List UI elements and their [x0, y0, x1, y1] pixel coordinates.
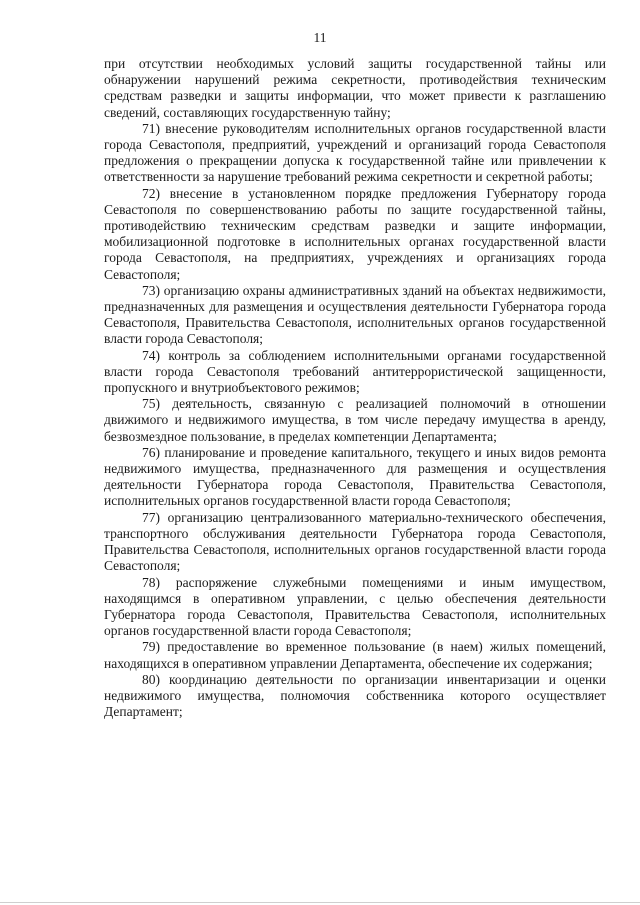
page-number: 11: [313, 30, 327, 45]
paragraph-item-78: 78) распоряжение служебными помещениями и иным имуществом, находящимся в оперативном управлении, с целью обеспечения деятельности Губернатора города Севастополя, Правительства Севастополя, исполнительных органов государственной власти города Севастополя;: [104, 574, 606, 639]
document-body: [104, 56, 606, 720]
paragraph-item-74: 74) контроль за соблюдением исполнительными органами государственной власти города Севастополя требований антитеррористической защищенности, пропускного и внутриобъектового режимов;: [104, 347, 606, 396]
paragraph-item-71: 71) внесение руководителям исполнительных органов государственной власти города Севастополя, предприятий, учреждений и организаций города Севастополя предложения о прекращении допуска к государственной тайне или привлечении к ответственности за нарушение требований режима секретности и секретной работы;: [104, 120, 606, 185]
paragraph-item-73: 73) организацию охраны административных зданий на объектах недвижимости, предназначенных для размещения и осуществления деятельности Губернатора города Севастополя, Правительства Севастополя, исполнительных органов государственной власти города Севастополя;: [104, 282, 606, 347]
page-bottom-edge: [0, 902, 640, 903]
paragraph-item-80: 80) координацию деятельности по организации инвентаризации и оценки недвижимого имущества, полномочия собственника которого осуществляет Департамент;: [104, 671, 606, 720]
paragraph-item-79: 79) предоставление во временное пользование (в наем) жилых помещений, находящихся в оперативном управлении Департамента, обеспечение их содержания;: [104, 639, 606, 671]
paragraph-item-72: 72) внесение в установленном порядке предложения Губернатору города Севастополя по совершенствованию работы по защите государственной тайны, противодействию техническим средствам разведки и защите информации, мобилизационной подготовке в исполнительных органах государственной власти города Севастополя, на предприятиях, учреждениях и организациях города Севастополя;: [104, 185, 606, 282]
paragraph-item-77: 77) организацию централизованного материально-технического обеспечения, транспортного обслуживания деятельности Губернатора города Севастополя, Правительства Севастополя, исполнительных органов государственной власти города Севастополя;: [104, 509, 606, 574]
paragraph-continuation: при отсутствии необходимых условий защиты государственной тайны или обнаружении нарушений режима секретности, противодействия техническим средствам разведки и защиты информации, что может привести к разглашению сведений, составляющих государственную тайну;: [104, 56, 606, 120]
paragraph-item-76: 76) планирование и проведение капитального, текущего и иных видов ремонта недвижимого имущества, предназначенного для размещения и осуществления деятельности Губернатора города Севастополя, Правительства Севастополя, исполнительных органов государственной власти города Севастополя;: [104, 444, 606, 509]
paragraph-item-75: 75) деятельность, связанную с реализацией полномочий в отношении движимого и недвижимого имущества, в том числе передачу имущества в аренду, безвозмездное пользование, в пределах компетенции Департамента;: [104, 396, 606, 444]
